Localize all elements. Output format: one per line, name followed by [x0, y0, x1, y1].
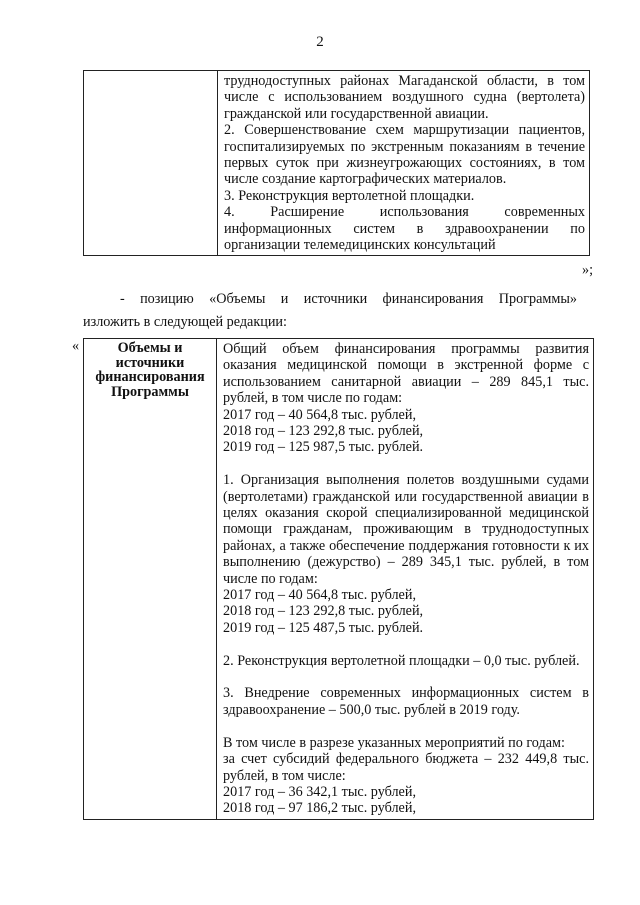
closing-quote: »;	[582, 262, 594, 278]
table1-right-cell	[218, 71, 590, 256]
table1-paragraph: 2. Совершенствование схем маршрутизации пациентов, госпитализируемых по экстренным показаниям в течение первых суток при жизнеугрожающих состояниях, в том числе создание картографических материалов.	[224, 122, 585, 188]
financing-label: Объемы и источники финансирования Программы	[95, 340, 205, 400]
page-number: 2	[316, 34, 324, 50]
opening-quote: «	[72, 338, 80, 354]
body-text-line: - позицию «Объемы и источники финансирования Программы»	[120, 291, 577, 307]
financing-content-cell	[217, 339, 594, 820]
financing-line: 2019 год – 125 987,5 тыс. рублей.	[223, 439, 424, 456]
financing-line: 2. Реконструкция вертолетной площадки – 0,0 тыс. рублей.	[223, 652, 580, 669]
financing-line: 2019 год – 125 487,5 тыс. рублей.	[223, 619, 424, 636]
financing-line: 2017 год – 40 564,8 тыс. рублей,	[223, 406, 416, 423]
financing-line: за счет субсидий федерального бюджета – 232 449,8 тыс. рублей, в том числе:	[223, 751, 589, 784]
financing-line: 2017 год – 36 342,1 тыс. рублей,	[223, 783, 416, 800]
financing-line: В том числе в разрезе указанных мероприятий по годам:	[223, 734, 565, 751]
table-continuation	[83, 70, 590, 256]
table1-left-cell	[84, 71, 218, 256]
financing-line: 2018 год – 123 292,8 тыс. рублей,	[223, 423, 424, 440]
financing-line: 1. Организация выполнения полетов воздушными судами (вертолетами) гражданской или государственной авиации в целях оказания скорой специализированной медицинской помощи гражданам, проживающим в труднодоступных районах, а также обеспечение поддержания готовности к их выполнению (дежурство) – 289 345,1 тыс. рублей, в том числе по годам:	[223, 472, 589, 587]
financing-label-cell	[84, 339, 217, 820]
table1-paragraph: 3. Реконструкция вертолетной площадки.	[224, 187, 475, 204]
table1-paragraph: труднодоступных районах Магаданской области, в том числе с использованием воздушного судна (вертолета) гражданской или государственной авиации.	[224, 73, 585, 122]
financing-line: 2018 год – 97 186,2 тыс. рублей,	[223, 800, 416, 817]
financing-line: Общий объем финансирования программы развития оказания медицинской помощи в экстренной форме с использованием санитарной авиации – 289 845,1 тыс. рублей, в том числе по годам:	[223, 341, 589, 407]
table1-paragraph: 4. Расширение использования современных информационных систем в здравоохранении по организации телемедицинских консультаций	[224, 204, 585, 254]
financing-line: 3. Внедрение современных информационных систем в здравоохранение – 500,0 тыс. рублей в 2019 году.	[223, 685, 589, 718]
financing-line: 2018 год – 123 292,8 тыс. рублей,	[223, 603, 424, 620]
financing-line: 2017 год – 40 564,8 тыс. рублей,	[223, 587, 416, 604]
financing-table	[83, 338, 594, 820]
body-text-line: изложить в следующей редакции:	[83, 314, 287, 330]
